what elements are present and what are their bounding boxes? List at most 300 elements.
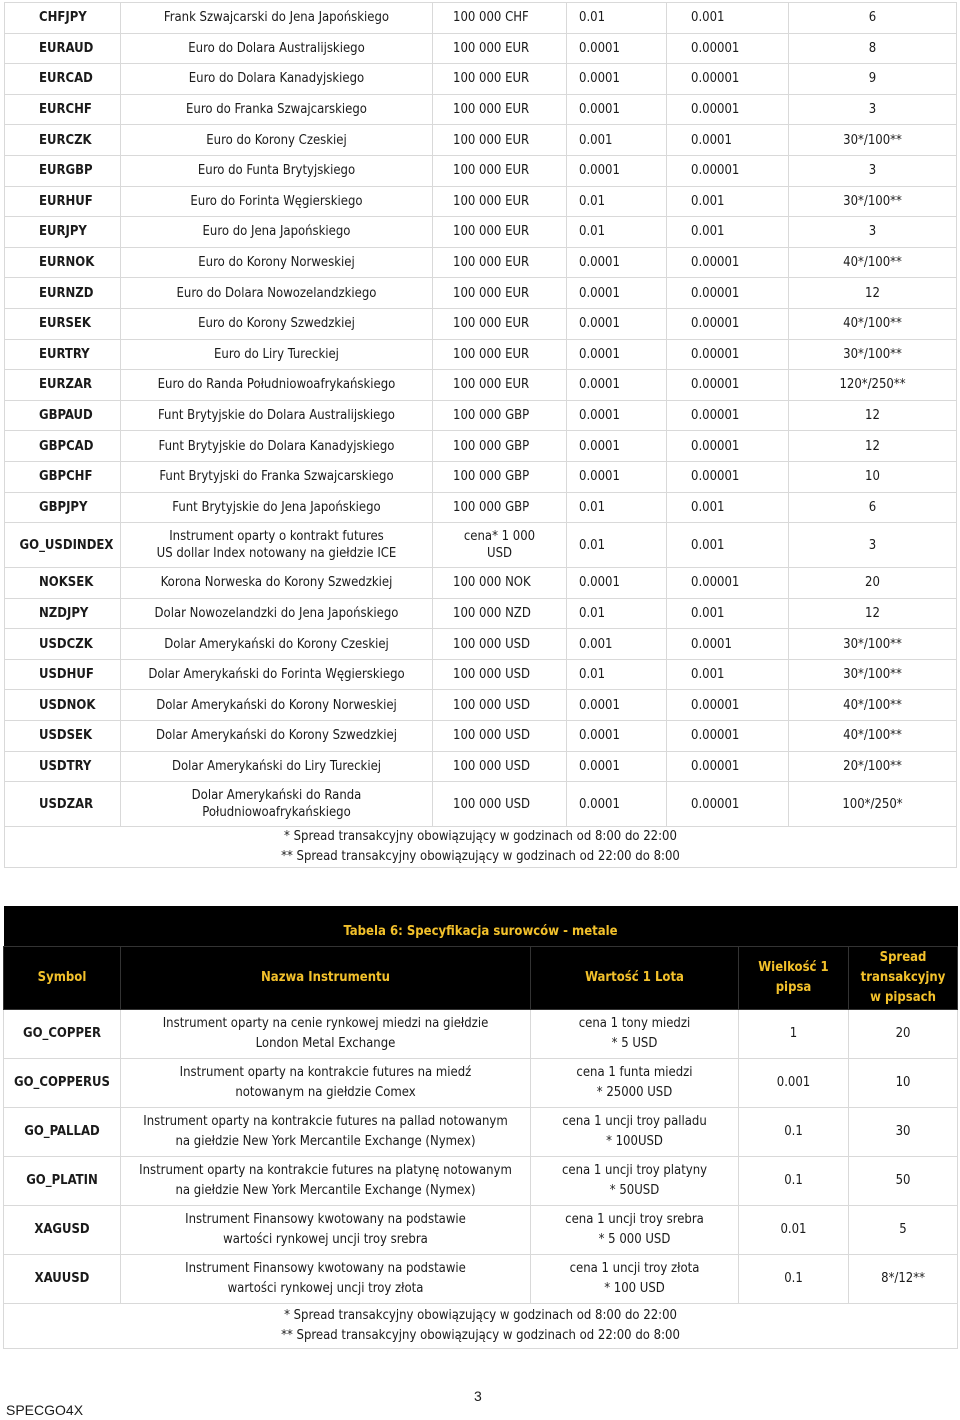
pip-size-cell: 0.001 <box>739 1059 849 1108</box>
spread-cell: 3 <box>789 217 957 248</box>
pip-size-cell: 0.0001 <box>567 308 667 339</box>
instrument-name-line: Dolar Amerykański do Korony Szwedzkiej <box>156 728 397 744</box>
table-row <box>5 690 957 721</box>
header-spread-line: w pipsach <box>870 990 936 1005</box>
instrument-name-cell <box>121 721 433 752</box>
lot-value-line: 100 000 GBP <box>453 438 530 454</box>
instrument-name-line: Instrument oparty na kontrakcie futures na miedź <box>179 1065 472 1080</box>
instrument-name-line: Euro do Korony Czeskiej <box>206 132 347 148</box>
lot-value-cell <box>531 1157 739 1206</box>
lot-value-line: 100 000 EUR <box>453 102 530 118</box>
pip-size-cell: 0.0001 <box>567 278 667 309</box>
instrument-name-line: Euro do Funta Brytyjskiego <box>197 163 356 179</box>
pip-size-cell: 0.01 <box>567 492 667 523</box>
footnotes-row <box>4 1304 958 1349</box>
instrument-name-line: Euro do Dolara Australijskiego <box>188 40 365 56</box>
lot-value-cell <box>433 217 567 248</box>
tick-size-cell: 0.001 <box>667 186 789 217</box>
lot-value-cell <box>531 1108 739 1157</box>
lot-value-line: 100 000 USD <box>453 796 531 812</box>
table-row <box>5 523 957 568</box>
instrument-name-cell <box>121 523 433 568</box>
table-row <box>5 155 957 186</box>
instrument-name-line: Euro do Jena Japońskiego <box>202 224 351 240</box>
lot-value-cell <box>433 782 567 827</box>
tick-size-cell: 0.001 <box>667 3 789 34</box>
spread-cell: 30*/100** <box>789 659 957 690</box>
pip-size-cell: 0.01 <box>567 523 667 568</box>
instrument-name-line: Dolar Amerykański do Randa <box>191 788 362 804</box>
instrument-name-line: wartości rynkowej uncji troy złota <box>227 1281 424 1296</box>
table-row <box>5 492 957 523</box>
symbol-cell: GBPAUD <box>5 400 121 431</box>
spread-cell: 6 <box>789 492 957 523</box>
table-row <box>5 370 957 401</box>
table-row <box>4 1255 958 1304</box>
symbol-cell: GO_PALLAD <box>4 1108 121 1157</box>
tick-size-cell: 0.00001 <box>667 339 789 370</box>
lot-value-line: 100 000 EUR <box>453 255 530 271</box>
tick-size-cell: 0.00001 <box>667 461 789 492</box>
table-row <box>5 33 957 64</box>
lot-value-line: 100 000 EUR <box>453 132 530 148</box>
lot-value-line: 100 000 GBP <box>453 408 530 424</box>
lot-value-cell <box>433 492 567 523</box>
spread-cell: 20 <box>789 568 957 599</box>
instrument-name-cell <box>121 33 433 64</box>
lot-value-line: 100 000 EUR <box>453 285 530 301</box>
table-row <box>5 721 957 752</box>
header-pip-line: Wielkość 1 <box>758 960 829 975</box>
tick-size-cell: 0.00001 <box>667 782 789 827</box>
lot-value-line: * 100USD <box>606 1134 663 1149</box>
symbol-cell: USDNOK <box>5 690 121 721</box>
pip-size-cell: 0.0001 <box>567 247 667 278</box>
pip-size-cell: 0.01 <box>567 3 667 34</box>
spread-cell: 40*/100** <box>789 721 957 752</box>
spread-cell: 120*/250** <box>789 370 957 401</box>
symbol-cell: XAUUSD <box>4 1255 121 1304</box>
instrument-name-cell <box>121 461 433 492</box>
instrument-name-line: Dolar Amerykański do Korony Norweskiej <box>156 697 397 713</box>
footnotes-cell <box>4 1304 958 1349</box>
instrument-name-cell <box>121 1059 531 1108</box>
pip-size-cell: 0.0001 <box>567 690 667 721</box>
lot-value-line: 100 000 NOK <box>453 575 531 591</box>
table-row <box>5 568 957 599</box>
symbol-cell: CHFJPY <box>5 3 121 34</box>
instrument-name-line: Frank Szwajcarski do Jena Japońskiego <box>163 10 390 26</box>
instrument-name-line: Funt Brytyjskie do Dolara Australijskiego <box>158 408 395 424</box>
table-row <box>5 782 957 827</box>
instrument-name-cell <box>121 308 433 339</box>
tick-size-cell: 0.001 <box>667 217 789 248</box>
table-row <box>5 217 957 248</box>
header-instrument-name: Nazwa Instrumentu <box>121 947 531 1010</box>
table-row <box>5 431 957 462</box>
tick-size-cell: 0.001 <box>667 523 789 568</box>
instrument-name-cell <box>121 598 433 629</box>
header-symbol: Symbol <box>4 947 121 1010</box>
symbol-cell: USDHUF <box>5 659 121 690</box>
table-row <box>5 308 957 339</box>
footnote: * Spread transakcyjny obowiązujący w godzinach od 8:00 do 22:00 <box>284 1308 677 1323</box>
instrument-name-line: Euro do Franka Szwajcarskiego <box>186 102 367 118</box>
lot-value-cell <box>433 523 567 568</box>
symbol-cell: GO_COPPERUS <box>4 1059 121 1108</box>
instrument-name-cell <box>121 155 433 186</box>
symbol-cell: USDCZK <box>5 629 121 660</box>
table-row <box>4 1108 958 1157</box>
lot-value-line: * 5 000 USD <box>598 1232 671 1247</box>
symbol-cell: NZDJPY <box>5 598 121 629</box>
spread-cell: 20 <box>849 1010 958 1059</box>
pip-size-cell: 0.0001 <box>567 155 667 186</box>
table-row <box>5 64 957 95</box>
table-row <box>5 461 957 492</box>
symbol-cell: NOKSEK <box>5 568 121 599</box>
instrument-name-cell <box>121 568 433 599</box>
instrument-name-cell <box>121 186 433 217</box>
spread-cell: 10 <box>849 1059 958 1108</box>
lot-value-cell <box>433 751 567 782</box>
symbol-cell: EURAUD <box>5 33 121 64</box>
footnotes-row <box>5 827 957 868</box>
lot-value-cell <box>433 125 567 156</box>
lot-value-line: 100 000 GBP <box>453 499 530 515</box>
spread-cell: 9 <box>789 64 957 95</box>
document-code: SPECGO4X <box>6 1402 84 1418</box>
lot-value-line: 100 000 USD <box>453 728 531 744</box>
spread-cell: 10 <box>789 461 957 492</box>
instrument-name-cell <box>121 64 433 95</box>
instrument-name-line: wartości rynkowej uncji troy srebra <box>223 1232 428 1247</box>
symbol-cell: EURGBP <box>5 155 121 186</box>
instrument-name-cell <box>121 782 433 827</box>
instrument-name-cell <box>121 1255 531 1304</box>
lot-value-cell <box>433 568 567 599</box>
symbol-cell: GBPCAD <box>5 431 121 462</box>
instrument-name-cell <box>121 3 433 34</box>
instrument-name-line: US dollar Index notowany na giełdzie ICE <box>156 546 397 562</box>
lot-value-cell <box>433 629 567 660</box>
instrument-name-cell <box>121 751 433 782</box>
pip-size-cell: 0.001 <box>567 629 667 660</box>
lot-value-line: * 100 USD <box>604 1281 665 1296</box>
table-row <box>5 659 957 690</box>
fx-specification-table <box>4 2 957 868</box>
pip-size-cell: 0.0001 <box>567 33 667 64</box>
instrument-name-line: Euro do Forinta Węgierskiego <box>190 193 363 209</box>
lot-value-cell <box>433 186 567 217</box>
lot-value-cell <box>531 1059 739 1108</box>
instrument-name-line: Dolar Nowozelandzki do Jena Japońskiego <box>154 605 399 621</box>
spread-cell: 8 <box>789 33 957 64</box>
tick-size-cell: 0.00001 <box>667 155 789 186</box>
tick-size-cell: 0.00001 <box>667 690 789 721</box>
pip-size-cell: 0.01 <box>739 1206 849 1255</box>
tick-size-cell: 0.00001 <box>667 33 789 64</box>
instrument-name-cell <box>121 400 433 431</box>
lot-value-cell <box>531 1010 739 1059</box>
symbol-cell: EURNOK <box>5 247 121 278</box>
symbol-cell: USDSEK <box>5 721 121 752</box>
pip-size-cell: 0.0001 <box>567 94 667 125</box>
table-row <box>4 1010 958 1059</box>
header-spread-line: transakcyjny <box>860 970 946 985</box>
instrument-name-line: na giełdzie New York Mercantile Exchange (Nymex) <box>175 1183 476 1198</box>
pip-size-cell: 0.0001 <box>567 721 667 752</box>
lot-value-line: 100 000 EUR <box>453 193 530 209</box>
instrument-name-line: Dolar Amerykański do Forinta Węgierskiego <box>148 667 405 683</box>
table-row <box>5 94 957 125</box>
lot-value-line: cena* 1 000 <box>463 529 536 545</box>
instrument-name-line: Euro do Liry Tureckiej <box>214 346 339 362</box>
tick-size-cell: 0.0001 <box>667 125 789 156</box>
lot-value-line: 100 000 EUR <box>453 163 530 179</box>
lot-value-cell <box>433 690 567 721</box>
tick-size-cell: 0.00001 <box>667 370 789 401</box>
spread-cell: 8*/12** <box>849 1255 958 1304</box>
lot-value-cell <box>531 1206 739 1255</box>
lot-value-line: cena 1 uncji troy złota <box>569 1261 700 1276</box>
instrument-name-line: Funt Brytyjskie do Dolara Kanadyjskiego <box>158 438 395 454</box>
table-row <box>5 3 957 34</box>
pip-size-cell: 0.01 <box>567 186 667 217</box>
spread-cell: 30*/100** <box>789 186 957 217</box>
symbol-cell: EURJPY <box>5 217 121 248</box>
pip-size-cell: 0.01 <box>567 659 667 690</box>
spread-cell: 12 <box>789 431 957 462</box>
table-row <box>5 339 957 370</box>
lot-value-cell <box>433 247 567 278</box>
pip-size-cell: 0.0001 <box>567 370 667 401</box>
symbol-cell: GO_PLATIN <box>4 1157 121 1206</box>
tick-size-cell: 0.00001 <box>667 247 789 278</box>
lot-value-line: 100 000 EUR <box>453 224 530 240</box>
table-row <box>4 1157 958 1206</box>
lot-value-cell <box>433 461 567 492</box>
footnote: ** Spread transakcyjny obowiązujący w godzinach od 22:00 do 8:00 <box>281 849 680 865</box>
pip-size-cell: 0.0001 <box>567 64 667 95</box>
instrument-name-line: Euro do Korony Szwedzkiej <box>198 316 355 332</box>
lot-value-cell <box>433 155 567 186</box>
lot-value-line: USD <box>487 546 512 562</box>
header-lot-value: Wartość 1 Lota <box>531 947 739 1010</box>
header-spread <box>849 947 958 1010</box>
lot-value-line: cena 1 uncji troy srebra <box>565 1212 704 1227</box>
spread-cell: 6 <box>789 3 957 34</box>
lot-value-line: 100 000 GBP <box>453 469 530 485</box>
spread-cell: 5 <box>849 1206 958 1255</box>
instrument-name-line: Dolar Amerykański do Korony Czeskiej <box>164 636 389 652</box>
tick-size-cell: 0.001 <box>667 598 789 629</box>
header-spread-line: Spread <box>879 950 927 965</box>
instrument-name-line: Instrument oparty o kontrakt futures <box>169 529 384 545</box>
spread-cell: 3 <box>789 523 957 568</box>
table-row <box>5 751 957 782</box>
symbol-cell: EURTRY <box>5 339 121 370</box>
instrument-name-cell <box>121 370 433 401</box>
pip-size-cell: 0.01 <box>567 217 667 248</box>
symbol-cell: EURZAR <box>5 370 121 401</box>
instrument-name-line: Funt Brytyjski do Franka Szwajcarskiego <box>159 469 394 485</box>
spread-cell: 30*/100** <box>789 125 957 156</box>
tick-size-cell: 0.00001 <box>667 568 789 599</box>
instrument-name-cell <box>121 659 433 690</box>
lot-value-cell <box>433 431 567 462</box>
spread-cell: 12 <box>789 400 957 431</box>
tick-size-cell: 0.001 <box>667 659 789 690</box>
lot-value-line: cena 1 uncji troy platyny <box>561 1163 708 1178</box>
pip-size-cell: 0.0001 <box>567 400 667 431</box>
lot-value-line: 100 000 USD <box>453 758 531 774</box>
instrument-name-line: Instrument oparty na kontrakcie futures na pallad notowanym <box>143 1114 508 1129</box>
instrument-name-line: Korona Norweska do Korony Szwedzkiej <box>160 575 393 591</box>
symbol-cell: EURNZD <box>5 278 121 309</box>
spread-cell: 20*/100** <box>789 751 957 782</box>
instrument-name-cell <box>121 125 433 156</box>
spread-cell: 30*/100** <box>789 339 957 370</box>
tick-size-cell: 0.0001 <box>667 629 789 660</box>
instrument-name-cell <box>121 247 433 278</box>
spread-cell: 40*/100** <box>789 247 957 278</box>
tick-size-cell: 0.00001 <box>667 64 789 95</box>
table-row <box>5 278 957 309</box>
table-row <box>5 629 957 660</box>
lot-value-line: 100 000 EUR <box>453 377 530 393</box>
instrument-name-cell <box>121 690 433 721</box>
symbol-cell: EURHUF <box>5 186 121 217</box>
table-row <box>4 1206 958 1255</box>
metals-specification-table <box>3 906 958 1349</box>
symbol-cell: GO_COPPER <box>4 1010 121 1059</box>
spread-cell: 3 <box>789 94 957 125</box>
pip-size-cell: 0.1 <box>739 1157 849 1206</box>
table-row <box>5 400 957 431</box>
lot-value-cell <box>433 33 567 64</box>
lot-value-line: 100 000 EUR <box>453 71 530 87</box>
spread-cell: 12 <box>789 278 957 309</box>
header-pip-size <box>739 947 849 1010</box>
instrument-name-line: Euro do Korony Norweskiej <box>198 255 355 271</box>
lot-value-cell <box>433 3 567 34</box>
spread-cell: 30*/100** <box>789 629 957 660</box>
lot-value-line: 100 000 NZD <box>453 605 531 621</box>
lot-value-cell <box>433 659 567 690</box>
lot-value-line: 100 000 EUR <box>453 346 530 362</box>
lot-value-cell <box>433 308 567 339</box>
tick-size-cell: 0.00001 <box>667 94 789 125</box>
lot-value-cell <box>433 278 567 309</box>
instrument-name-line: Euro do Dolara Nowozelandzkiego <box>176 285 377 301</box>
instrument-name-line: Euro do Randa Południowoafrykańskiego <box>157 377 396 393</box>
tick-size-cell: 0.00001 <box>667 431 789 462</box>
tick-size-cell: 0.001 <box>667 492 789 523</box>
instrument-name-cell <box>121 1206 531 1255</box>
symbol-cell: EURSEK <box>5 308 121 339</box>
symbol-cell: EURCHF <box>5 94 121 125</box>
lot-value-cell <box>531 1255 739 1304</box>
footnotes-cell <box>5 827 957 868</box>
instrument-name-line: Południowoafrykańskiego <box>202 805 351 821</box>
tick-size-cell: 0.00001 <box>667 308 789 339</box>
metals-table-title: Tabela 6: Specyfikacja surowców - metale <box>4 906 958 947</box>
lot-value-cell <box>433 721 567 752</box>
pip-size-cell: 0.01 <box>567 598 667 629</box>
instrument-name-line: Instrument oparty na cenie rynkowej miedzi na giełdzie <box>162 1016 489 1031</box>
instrument-name-cell <box>121 278 433 309</box>
instrument-name-cell <box>121 1010 531 1059</box>
pip-size-cell: 1 <box>739 1010 849 1059</box>
lot-value-line: 100 000 EUR <box>453 316 530 332</box>
instrument-name-cell <box>121 217 433 248</box>
instrument-name-cell <box>121 492 433 523</box>
instrument-name-line: notowanym na giełdzie Comex <box>235 1085 416 1100</box>
spread-cell: 40*/100** <box>789 308 957 339</box>
lot-value-line: 100 000 CHF <box>453 10 529 26</box>
table-row <box>5 247 957 278</box>
pip-size-cell: 0.0001 <box>567 461 667 492</box>
symbol-cell: EURCAD <box>5 64 121 95</box>
lot-value-line: 100 000 EUR <box>453 40 530 56</box>
spread-cell: 12 <box>789 598 957 629</box>
lot-value-cell <box>433 400 567 431</box>
spread-cell: 100*/250* <box>789 782 957 827</box>
instrument-name-cell <box>121 94 433 125</box>
pip-size-cell: 0.1 <box>739 1255 849 1304</box>
pip-size-cell: 0.1 <box>739 1108 849 1157</box>
instrument-name-line: Funt Brytyjskie do Jena Japońskiego <box>172 499 381 515</box>
instrument-name-line: Instrument Finansowy kwotowany na podstawie <box>185 1212 466 1227</box>
lot-value-line: cena 1 funta miedzi <box>576 1065 693 1080</box>
pip-size-cell: 0.0001 <box>567 751 667 782</box>
pip-size-cell: 0.0001 <box>567 431 667 462</box>
spread-cell: 3 <box>789 155 957 186</box>
lot-value-line: * 5 USD <box>611 1036 658 1051</box>
symbol-cell: USDTRY <box>5 751 121 782</box>
tick-size-cell: 0.00001 <box>667 400 789 431</box>
instrument-name-line: Euro do Dolara Kanadyjskiego <box>188 71 365 87</box>
instrument-name-cell <box>121 1157 531 1206</box>
table-row <box>5 186 957 217</box>
instrument-name-line: Dolar Amerykański do Liry Tureckiej <box>171 758 382 774</box>
lot-value-line: * 50USD <box>609 1183 660 1198</box>
pip-size-cell: 0.001 <box>567 125 667 156</box>
table-row <box>5 598 957 629</box>
pip-size-cell: 0.0001 <box>567 339 667 370</box>
lot-value-cell <box>433 94 567 125</box>
table-row <box>5 125 957 156</box>
tick-size-cell: 0.00001 <box>667 751 789 782</box>
instrument-name-cell <box>121 1108 531 1157</box>
instrument-name-line: Instrument oparty na kontrakcie futures na platynę notowanym <box>139 1163 512 1178</box>
symbol-cell: GO_USDINDEX <box>5 523 121 568</box>
instrument-name-line: London Metal Exchange <box>255 1036 396 1051</box>
header-pip-line: pipsa <box>775 980 812 995</box>
instrument-name-line: na giełdzie New York Mercantile Exchange (Nymex) <box>175 1134 476 1149</box>
spread-cell: 50 <box>849 1157 958 1206</box>
lot-value-line: cena 1 tony miedzi <box>578 1016 691 1031</box>
lot-value-line: 100 000 USD <box>453 667 531 683</box>
lot-value-line: 100 000 USD <box>453 697 531 713</box>
pip-size-cell: 0.0001 <box>567 568 667 599</box>
instrument-name-cell <box>121 431 433 462</box>
tick-size-cell: 0.00001 <box>667 278 789 309</box>
lot-value-cell <box>433 598 567 629</box>
lot-value-line: * 25000 USD <box>596 1085 673 1100</box>
lot-value-cell <box>433 370 567 401</box>
